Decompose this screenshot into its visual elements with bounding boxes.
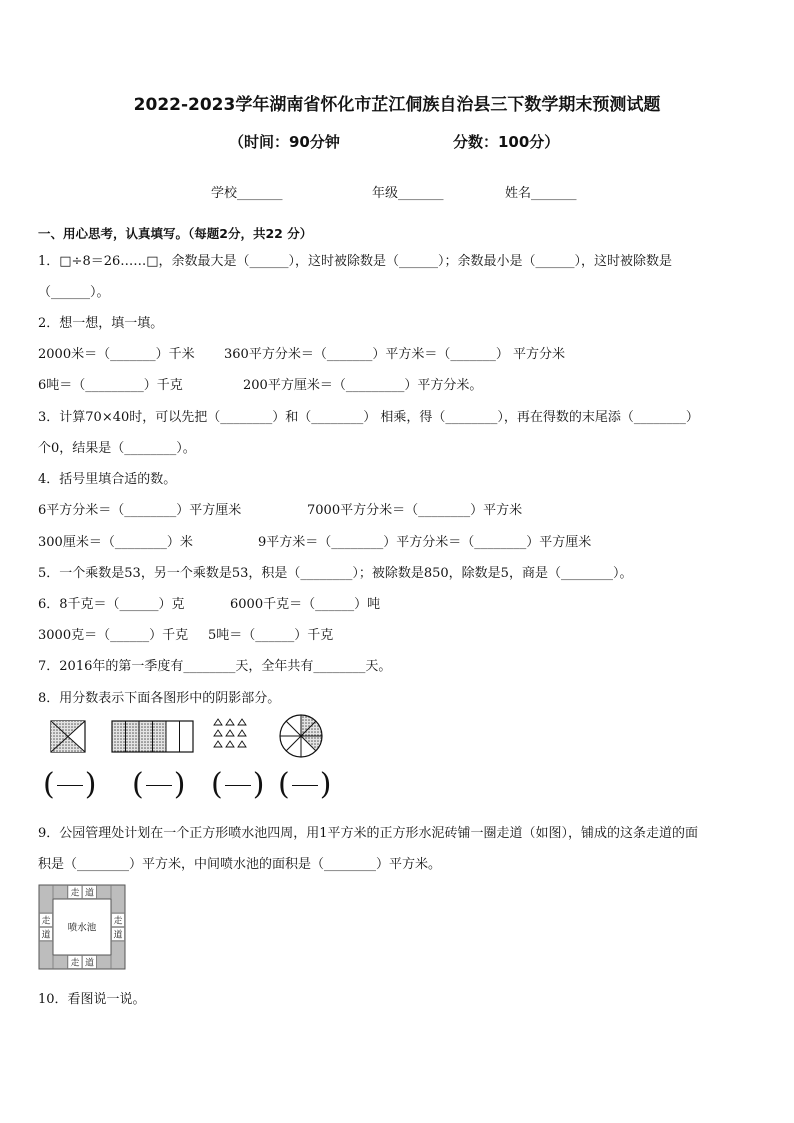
question-2-item-b2: 200平方厘米＝（_________）平方分米。 xyxy=(243,378,483,393)
question-9-line-1: 9．公园管理处计划在一个正方形喷水池四周，用1平方米的正方形水泥砖铺一圈走道（如图），铺成的这条走道的面 xyxy=(38,826,699,841)
fraction-blank-3: ( ) xyxy=(211,767,265,802)
grade-field: 年级_______ xyxy=(372,186,444,201)
question-6-item-b2: 5吨＝（______）千克 xyxy=(208,628,334,643)
exam-score: 分数：100分） xyxy=(453,133,560,151)
path-label-top-1: 走 xyxy=(70,888,80,899)
question-5: 5．一个乘数是53，另一个乘数是53，积是（________）；被除数是850，除数是5，商是（________）。 xyxy=(38,566,633,581)
question-4-item-b1: 300厘米＝（________）米 xyxy=(38,535,193,550)
question-1-line-1: 1．□÷8＝26……□，余数最大是（______），这时被除数是（______）；余数最小是（______），这时被除数是 xyxy=(38,254,673,269)
question-9-line-2: 积是（________）平方米，中间喷水池的面积是（________）平方米。 xyxy=(38,857,442,872)
question-8: 8．用分数表示下面各图形中的阴影部分。 xyxy=(38,691,281,706)
fraction-blank-4: ( ) xyxy=(278,767,332,802)
school-field: 学校_______ xyxy=(211,186,283,201)
question-10: 10．看图说一说。 xyxy=(38,992,146,1007)
question-3-line-2: 个0，结果是（________）。 xyxy=(38,441,196,456)
question-2-item-a1: 2000米＝（_______）千米 xyxy=(38,347,195,362)
question-4: 4．括号里填合适的数。 xyxy=(38,472,177,487)
question-3-line-1: 3．计算70×40时，可以先把（________）和（________） 相乘，得（________），再在得数的末尾添（________） xyxy=(38,410,699,425)
figure-circle-eighths xyxy=(278,713,324,759)
question-6-item-a1: 6．8千克＝（______）克 xyxy=(38,597,185,612)
question-7: 7．2016年的第一季度有________天，全年共有________天。 xyxy=(38,659,392,674)
path-label-right-2: 道 xyxy=(113,930,123,941)
question-6-item-a2: 6000千克＝（______）吨 xyxy=(230,597,381,612)
path-label-right-1: 走 xyxy=(113,916,123,927)
fraction-blank-2: ( ) xyxy=(132,767,186,802)
question-1-line-2: （______）。 xyxy=(38,285,110,300)
question-4-item-b2: 9平方米＝（________）平方分米＝（________）平方厘米 xyxy=(258,535,592,550)
page-title: 2022-2023学年湖南省怀化市芷江侗族自治县三下数学期末预测试题 xyxy=(133,95,661,115)
figure-triangles xyxy=(212,718,252,750)
pool-label: 喷水池 xyxy=(67,922,97,934)
figure-pool-walkway xyxy=(38,884,126,970)
exam-time: （时间：90分钟 xyxy=(229,133,340,151)
question-2: 2．想一想，填一填。 xyxy=(38,316,164,331)
question-6-item-b1: 3000克＝（______）千克 xyxy=(38,628,189,643)
figure-square-quarters xyxy=(50,720,86,753)
section-heading: 一、用心思考，认真填写。（每题2分，共22 分） xyxy=(38,226,313,241)
path-label-left-2: 道 xyxy=(41,930,51,941)
name-field: 姓名_______ xyxy=(505,186,577,201)
path-label-top-2: 道 xyxy=(84,888,95,899)
question-2-item-a2: 360平方分米＝（_______）平方米＝（_______） 平方分米 xyxy=(224,347,565,362)
figure-bar-sixths xyxy=(111,720,194,753)
question-4-item-a2: 7000平方分米＝（________）平方米 xyxy=(307,503,523,518)
path-label-left-1: 走 xyxy=(41,916,51,927)
fraction-blank-1: ( ) xyxy=(43,767,97,802)
question-2-item-b1: 6吨＝（_________）千克 xyxy=(38,378,183,393)
path-label-bottom-2: 道 xyxy=(84,958,95,969)
question-4-item-a1: 6平方分米＝（________）平方厘米 xyxy=(38,503,242,518)
path-label-bottom-1: 走 xyxy=(70,958,80,969)
